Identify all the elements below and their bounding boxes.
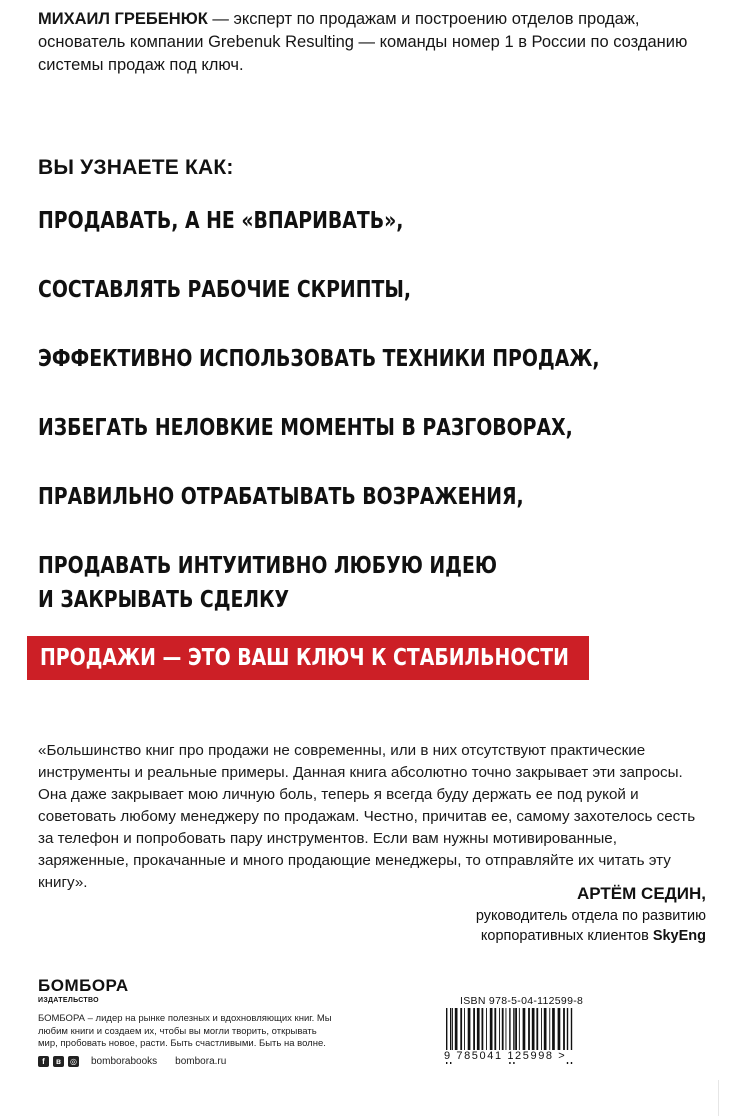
publisher-logo: БОМБОРА [38, 976, 129, 995]
vk-icon: в [53, 1056, 64, 1067]
skill-item: ПРАВИЛЬНО ОТРАБАТЫВАТЬ ВОЗРАЖЕНИЯ, [38, 484, 524, 510]
testimonial-role [306, 906, 706, 946]
skill-item: ПРОДАВАТЬ ИНТУИТИВНО ЛЮБУЮ ИДЕЮ [38, 553, 498, 579]
barcode-digits: 9 785041 125998 > [444, 1050, 604, 1062]
skills-list [38, 204, 718, 617]
author-bio: — эксперт по продажам и построению отделов продаж, основатель компании Grebenuk Resulting — команды номер 1 в России по созданию системы продаж под ключ. [38, 10, 688, 74]
author-name: МИХАИЛ ГРЕБЕНЮК [38, 10, 208, 28]
slogan-text: ПРОДАЖИ — ЭТО ВАШ КЛЮЧ К СТАБИЛЬНОСТИ [40, 645, 569, 671]
publisher-subtitle: ИЗДАТЕЛЬСТВО [38, 997, 99, 1004]
skill-item: И ЗАКРЫВАТЬ СДЕЛКУ [38, 587, 290, 613]
social-handle: bomborabooks [91, 1056, 158, 1067]
testimonial-author: АРТЁМ СЕДИН, [577, 884, 706, 903]
trim-edge-mark [718, 1080, 727, 1116]
skill-item: ИЗБЕГАТЬ НЕЛОВКИЕ МОМЕНТЫ В РАЗГОВОРАХ, [38, 415, 573, 441]
slogan-banner [27, 636, 589, 680]
author-intro [38, 8, 688, 77]
skill-item: ЭФФЕКТИВНО ИСПОЛЬЗОВАТЬ ТЕХНИКИ ПРОДАЖ, [38, 346, 600, 372]
skill-item: СОСТАВЛЯТЬ РАБОЧИЕ СКРИПТЫ, [38, 277, 412, 303]
testimonial-role-text: корпоративных клиентов [480, 928, 653, 944]
publisher-description: БОМБОРА – лидер на рынке полезных и вдохновляющих книг. Мы любим книги и создаем их, чтобы вы могли творить, открывать мир, пробовать новое, расти. Быть счастливыми. Быть на волне. [38, 1013, 332, 1049]
learn-heading: ВЫ УЗНАЕТЕ КАК: [38, 156, 234, 179]
testimonial-quote: «Большинство книг про продажи не современны, или в них отсутствуют практические инструменты и реальные примеры. Данная книга абсолютно точно закрывает эти запросы. Она даже закрывает мою личную боль, теперь я всегда буду держать ее под рукой и советовать любому менеджеру по продажам. Честно, причитав ее, самому захотелось сесть за телефон и попробовать пару инструментов. Если вам нужны мотивированные, заряженные, прокачанные и много продающие менеджеры, то отправляйте их читать эту книгу». [38, 742, 696, 891]
testimonial-company: SkyEng [652, 928, 706, 944]
isbn-label: ISBN 978-5-04-112599-8 [460, 995, 584, 1007]
skill-item: ПРОДАВАТЬ, А НЕ «ВПАРИВАТЬ», [38, 208, 404, 234]
facebook-icon: f [38, 1056, 49, 1067]
testimonial-role-line1: руководитель отдела по развитию [475, 908, 706, 924]
testimonial-role-line2 [306, 926, 706, 946]
publisher-site: bombora.ru [175, 1056, 227, 1067]
publisher-social [38, 1056, 226, 1067]
instagram-icon: ◎ [68, 1056, 79, 1067]
